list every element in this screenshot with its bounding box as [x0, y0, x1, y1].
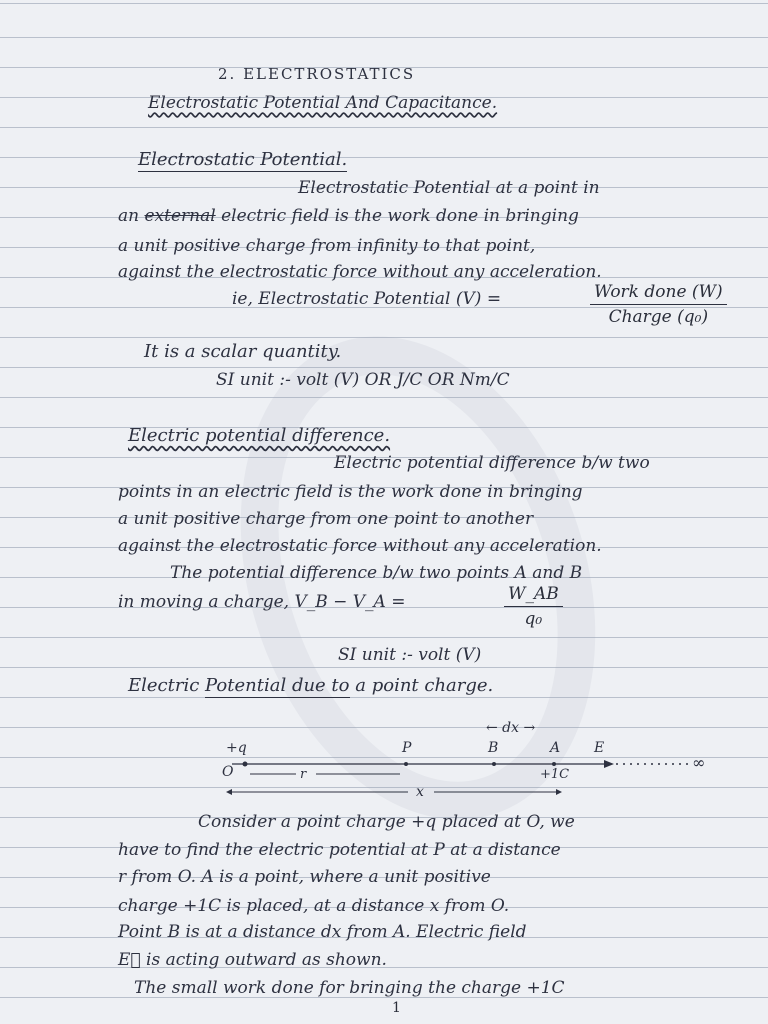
heading-fragment: a point charge. [355, 675, 494, 696]
label-o: O [222, 764, 234, 780]
label-x: x [416, 784, 424, 800]
text-line: ie, Electrostatic Potential (V) = [232, 289, 502, 309]
text-line: It is a scalar quantity. [144, 341, 342, 362]
fraction-numerator: Work done (W) [590, 282, 727, 305]
text-line: against the electrostatic force without any acceleration. [118, 536, 602, 556]
point-b [492, 762, 496, 766]
point-charge-diagram [0, 712, 768, 822]
fraction-denominator: q₀ [524, 609, 543, 629]
chapter-title: 2. ELECTROSTATICS [218, 65, 416, 83]
text-line: points in an electric field is the work done in bringing [118, 482, 583, 502]
heading-fragment: Electric [128, 675, 200, 696]
text-fragment: an [118, 206, 140, 226]
text-line: Electric potential difference b/w two [334, 453, 650, 473]
label-e: E [594, 740, 605, 756]
fraction-work-over-charge [590, 282, 727, 327]
label-infinity: ∞ [692, 753, 706, 772]
x-arrowhead-right [556, 789, 562, 795]
label-dx: ← dx → [486, 720, 536, 736]
arrowhead-right [604, 760, 614, 768]
text-line: E⃗ is acting outward as shown. [118, 950, 387, 970]
text-line [118, 206, 579, 226]
section-heading-electrostatic-potential: Electrostatic Potential. [138, 149, 348, 170]
point-a [552, 762, 556, 766]
text-line: The potential difference b/w two points A and B [170, 563, 583, 583]
struck-word: external [144, 206, 216, 226]
label-p: P [402, 740, 412, 756]
label-plus-q: +q [226, 740, 247, 756]
heading-underlined-fragment: Potential due to [205, 675, 350, 696]
text-line: in moving a charge, V_B − V_A = [118, 592, 406, 612]
text-line: a unit positive charge from one point to another [118, 509, 534, 529]
text-line: r from O. A is a point, where a unit positive [118, 867, 491, 887]
label-unit-charge: +1C [540, 767, 570, 782]
label-b: B [488, 740, 499, 756]
fraction-work-over-charge-2 [504, 584, 563, 629]
text-line: against the electrostatic force without any acceleration. [118, 262, 602, 282]
text-line: The small work done for bringing the charge +1C [134, 978, 565, 998]
page-number: 1 [392, 1000, 401, 1016]
section-heading-potential-difference: Electric potential difference. [128, 425, 391, 446]
fraction-numerator: W_AB [504, 584, 563, 607]
section-heading-point-charge [128, 676, 493, 696]
si-unit-line: SI unit :- volt (V) OR J/C OR Nm/C [216, 370, 510, 390]
text-line: Electrostatic Potential at a point in [298, 178, 600, 198]
fraction-denominator: Charge (q₀) [608, 307, 709, 327]
text-line: charge +1C is placed, at a distance x from O. [118, 896, 510, 916]
text-line: a unit positive charge from infinity to that point, [118, 236, 536, 256]
label-a: A [550, 740, 561, 756]
text-line: have to find the electric potential at P at a distance [118, 840, 561, 860]
si-unit-line: SI unit :- volt (V) [338, 645, 482, 665]
page-subtitle: Electrostatic Potential And Capacitance. [148, 93, 498, 113]
point-p [404, 762, 408, 766]
text-line: Consider a point charge +q placed at O, we [198, 812, 575, 832]
point-o [243, 762, 248, 767]
label-r: r [300, 767, 307, 782]
text-fragment: electric field is the work done in bringing [221, 206, 579, 226]
text-line: Point B is at a distance dx from A. Electric field [118, 922, 527, 942]
x-arrowhead-left [226, 789, 232, 795]
